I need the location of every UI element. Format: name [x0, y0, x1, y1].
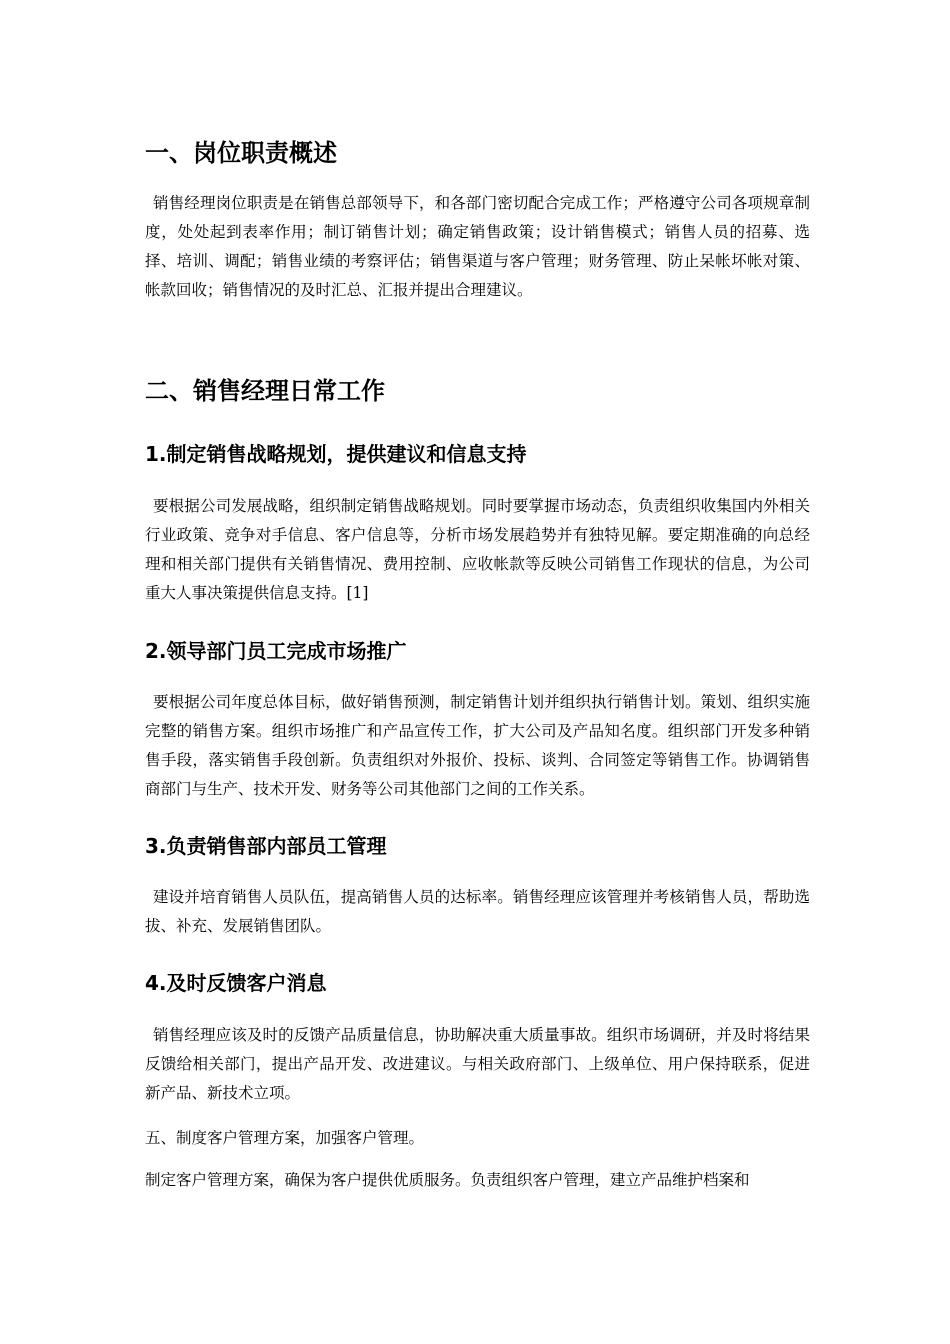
subsection-heading-3: 3.负责销售部内部员工管理: [145, 834, 387, 858]
section-paragraph-1: 销售经理岗位职责是在销售总部领导下，和各部门密切配合完成工作；严格遵守公司各项规章制度，处处起到表率作用；制订销售计划；确定销售政策；设计销售模式；销售人员的招募、选择、培训、调配；销售业绩的考察评估；销售渠道与客户管理；财务管理、防止呆帐坏帐对策、帐款回收；销售情况的及时汇总、汇报并提出合理建议。: [145, 194, 810, 299]
plain-line-6: 制定客户管理方案，确保为客户提供优质服务。负责组织客户管理，建立产品维护档案和: [145, 1171, 750, 1189]
subsection-paragraph-1: 要根据公司发展战略，组织制定销售战略规划。同时要掌握市场动态，负责组织收集国内外相关行业政策、竞争对手信息、客户信息等，分析市场发展趋势并有独特见解。要定期准确的向总经理和相关部门提供有关销售情况、费用控制、应收帐款等反映公司销售工作现状的信息，为公司重大人事决策提供信息支持。[1]: [145, 497, 810, 602]
subsection-paragraph-2: 要根据公司年度总体目标，做好销售预测，制定销售计划并组织执行销售计划。策划、组织实施完整的销售方案。组织市场推广和产品宣传工作，扩大公司及产品知名度。组织部门开发多种销售手段，落实销售手段创新。负责组织对外报价、投标、谈判、合同签定等销售工作。协调销售商部门与生产、技术开发、财务等公司其他部门之间的工作关系。: [145, 693, 810, 798]
subsection-paragraph-4: 销售经理应该及时的反馈产品质量信息，协助解决重大质量事故。组织市场调研，并及时将结果反馈给相关部门，提出产品开发、改进建议。与相关政府部门、上级单位、用户保持联系，促进新产品、新技术立项。: [145, 1026, 810, 1102]
section-heading-2: 二、销售经理日常工作: [145, 377, 385, 405]
subsection-paragraph-3: 建设并培育销售人员队伍，提高销售人员的达标率。销售经理应该管理并考核销售人员，帮助选拔、补充、发展销售团队。: [145, 888, 810, 935]
plain-line-5: 五、制度客户管理方案，加强客户管理。: [145, 1129, 425, 1147]
subsection-heading-2: 2.领导部门员工完成市场推广: [145, 639, 407, 663]
subsection-heading-4: 4.及时反馈客户消息: [145, 971, 327, 995]
section-heading-1: 一、岗位职责概述: [145, 139, 337, 167]
subsection-heading-1: 1.制定销售战略规划，提供建议和信息支持: [145, 442, 527, 466]
